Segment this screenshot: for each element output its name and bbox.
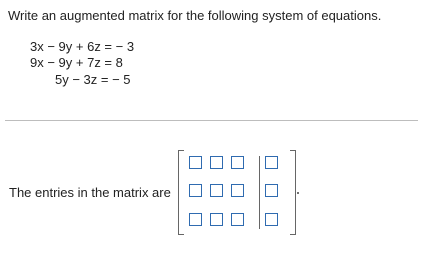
augmented-matrix xyxy=(178,150,296,235)
matrix-entry-r3-constant[interactable] xyxy=(265,213,278,226)
section-divider xyxy=(5,120,418,121)
matrix-entry-r1-constant[interactable] xyxy=(265,156,278,169)
question-prompt: Write an augmented matrix for the following system of equations. xyxy=(8,8,382,23)
equation-1: 3x − 9y + 6z = − 3 xyxy=(30,39,135,54)
equation-3: 5y − 3z = − 5 xyxy=(55,72,131,87)
matrix-entry-r3-c3[interactable] xyxy=(231,213,244,226)
right-bracket xyxy=(290,150,296,235)
matrix-entry-r2-c2[interactable] xyxy=(210,184,223,197)
matrix-entry-r2-constant[interactable] xyxy=(265,184,278,197)
equation-2: 9x − 9y + 7z = 8 xyxy=(30,55,123,70)
matrix-entry-r1-c1[interactable] xyxy=(189,156,202,169)
matrix-entry-r1-c2[interactable] xyxy=(210,156,223,169)
matrix-entry-r3-c2[interactable] xyxy=(210,213,223,226)
matrix-entry-r3-c1[interactable] xyxy=(189,213,202,226)
augmentation-line xyxy=(259,156,260,229)
matrix-entry-r1-c3[interactable] xyxy=(231,156,244,169)
matrix-entries-label: The entries in the matrix are xyxy=(9,185,171,200)
matrix-entry-r2-c3[interactable] xyxy=(231,184,244,197)
left-bracket xyxy=(178,150,184,235)
sentence-period xyxy=(297,192,299,194)
matrix-entry-r2-c1[interactable] xyxy=(189,184,202,197)
